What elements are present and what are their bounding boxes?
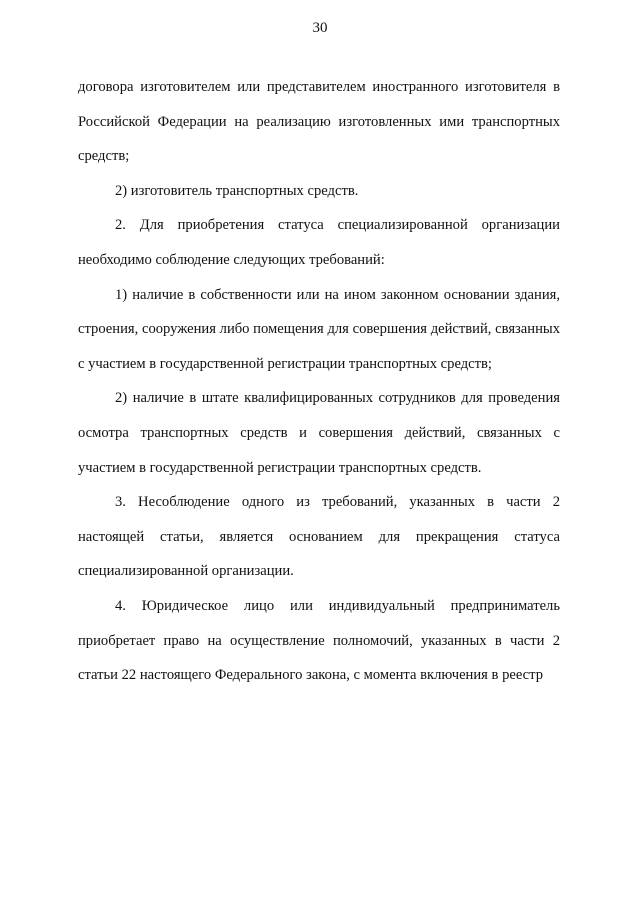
paragraph-part-3: 3. Несоблюдение одного из требований, указанных в части 2 настоящей статьи, является основанием для прекращения статуса специализированной организации. <box>78 494 560 580</box>
paragraph-part-2: 2. Для приобретения статуса специализированной организации необходимо соблюдение следующих требований: <box>78 217 560 268</box>
requirement-item-2: 2) наличие в штате квалифицированных сотрудников для проведения осмотра транспортных средств и совершения действий, связанных с участием в государственной регистрации транспортных средств. <box>78 390 560 476</box>
document-body <box>78 70 560 693</box>
page-number: 30 <box>312 20 328 36</box>
paragraph-continuation: договора изготовителем или представителем иностранного изготовителя в Российской Федерации на реализацию изготовленных ими транспортных средств; <box>78 79 560 165</box>
paragraph-part-4: 4. Юридическое лицо или индивидуальный предприниматель приобретает право на осуществление полномочий, указанных в части 2 статьи 22 настоящего Федерального закона, с момента включения в реестр <box>78 597 560 684</box>
list-item-manufacturer: 2) изготовитель транспортных средств. <box>115 182 359 199</box>
requirement-item-1: 1) наличие в собственности или на ином законном основании здания, строения, сооружения либо помещения для совершения действий, связанных с участием в государственной регистрации транспортных средств; <box>78 286 560 372</box>
